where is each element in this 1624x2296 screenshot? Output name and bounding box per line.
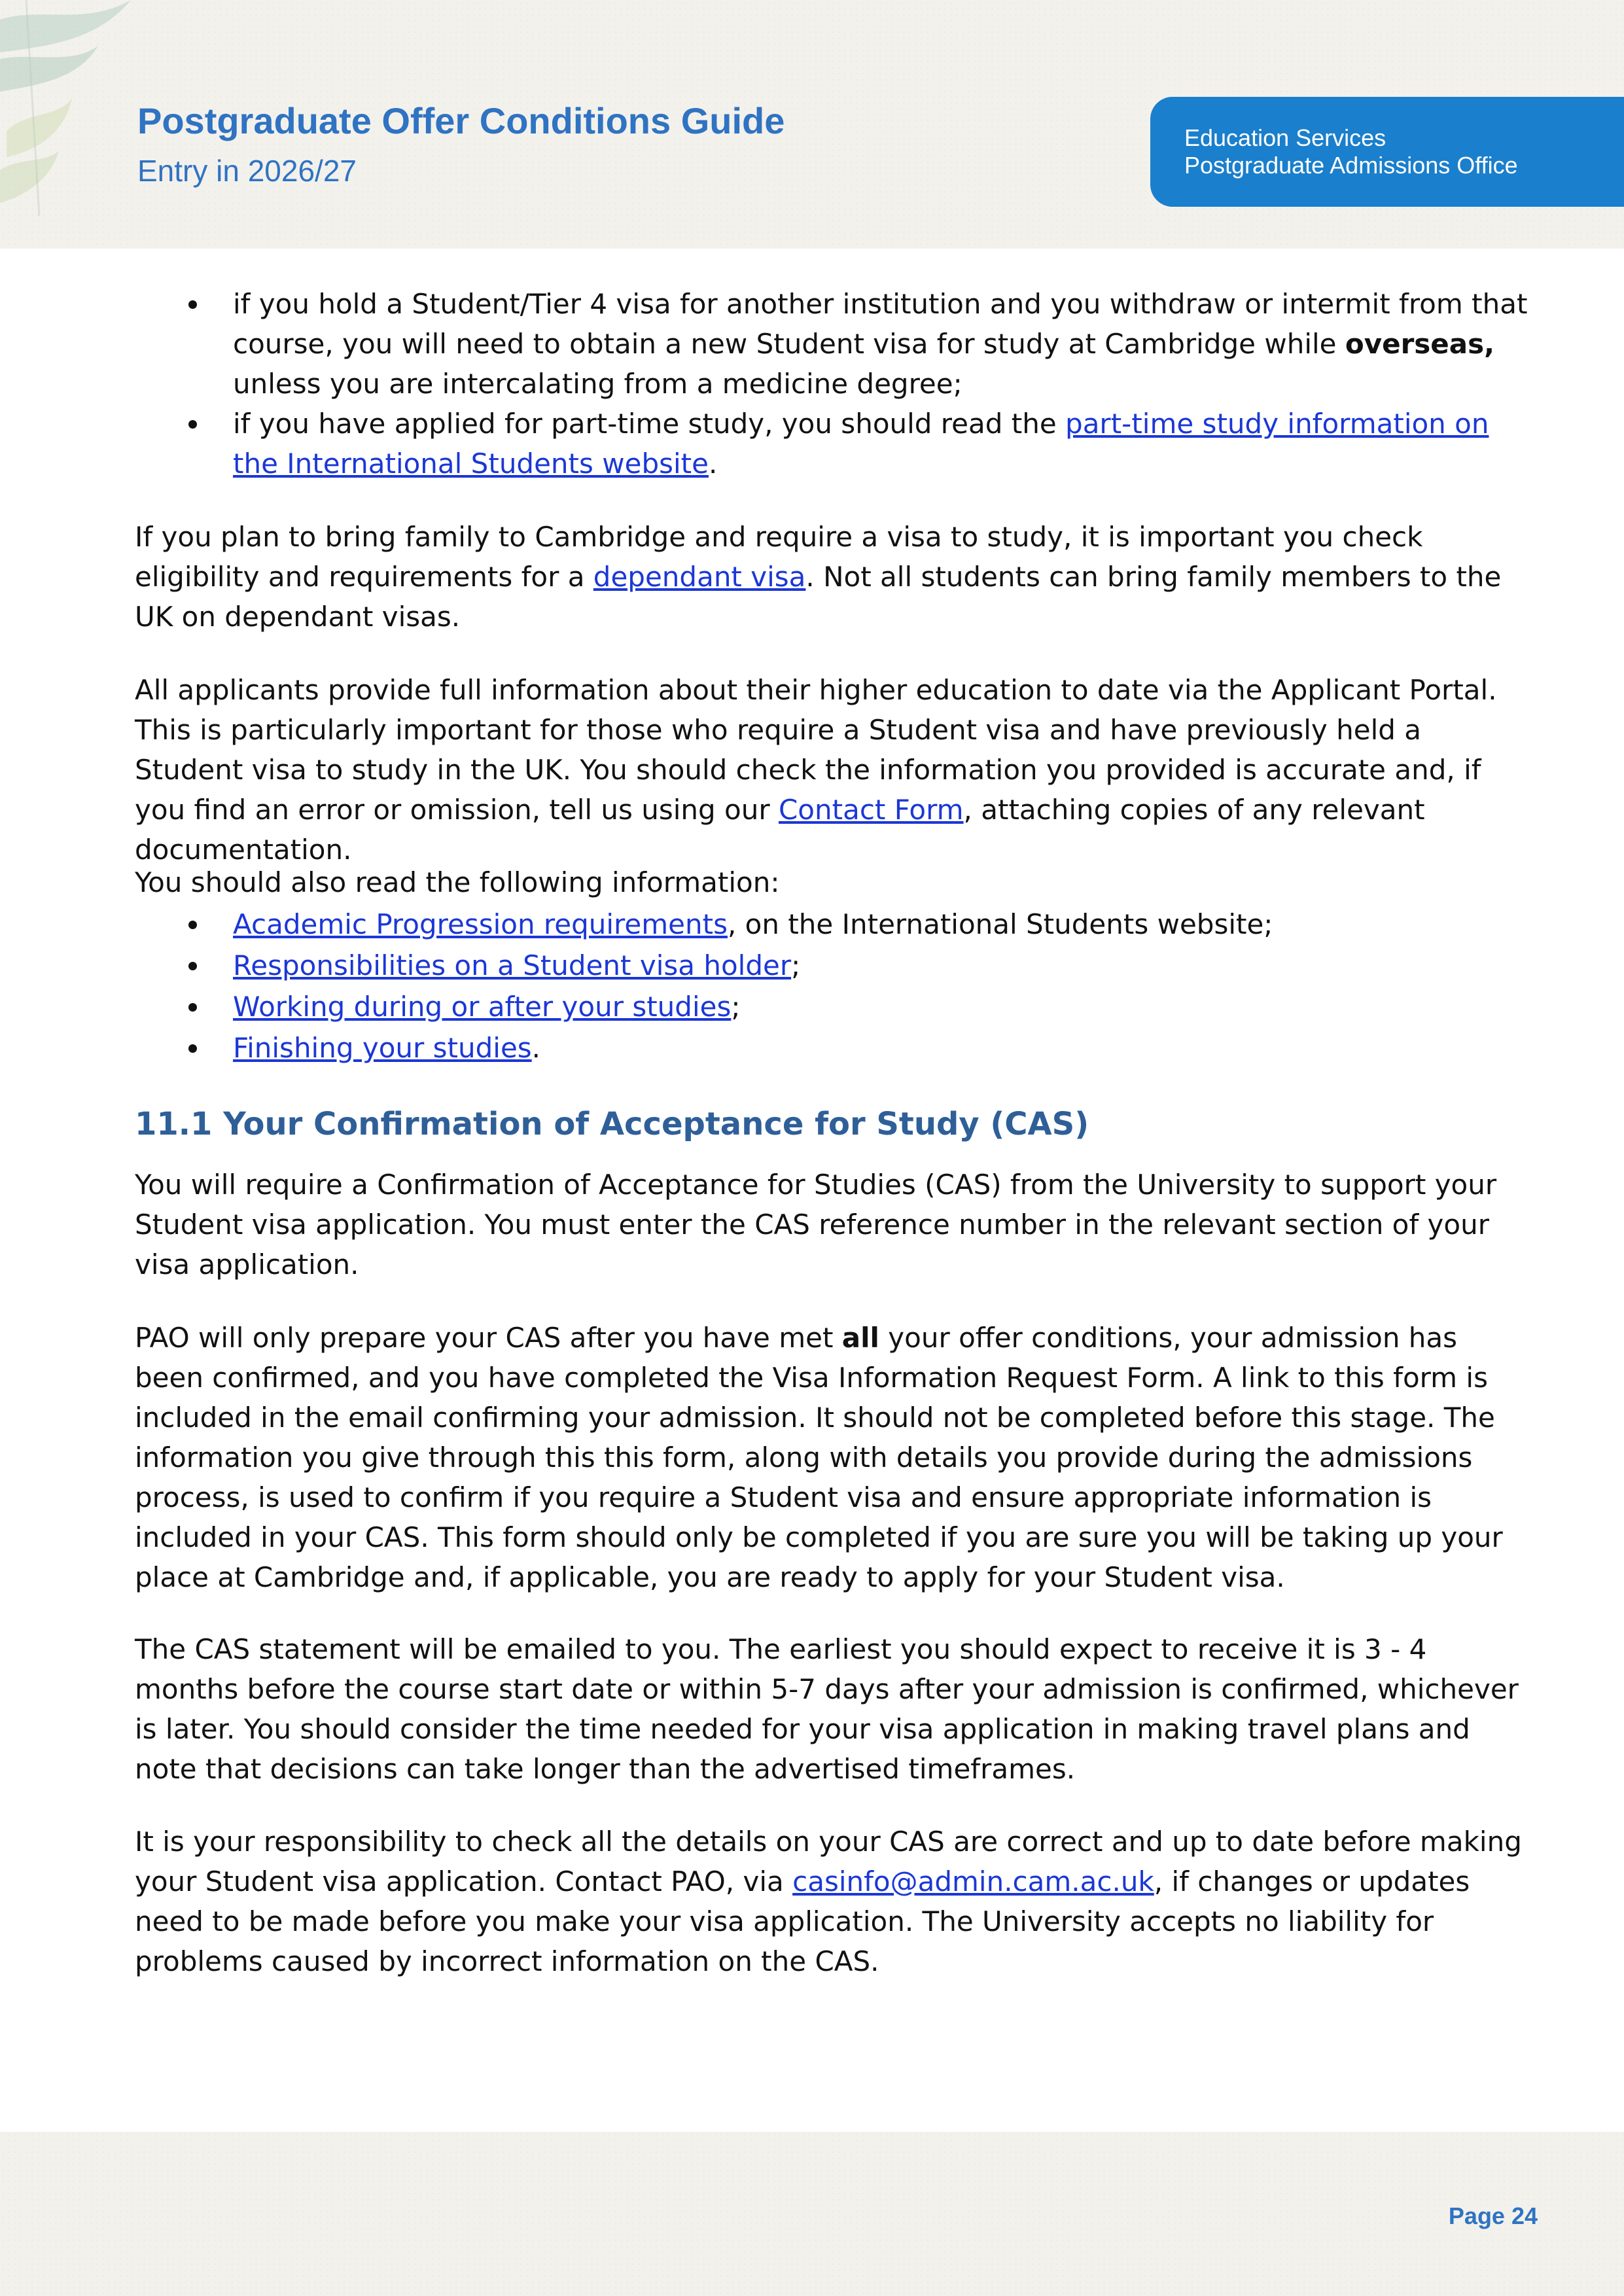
section-heading: 11.1 Your Confirmation of Acceptance for Study (CAS) (135, 1106, 1089, 1142)
bullet-icon (188, 921, 197, 929)
bullet-icon (188, 962, 197, 970)
academic-progression-link[interactable]: Academic Progression requirements (233, 908, 728, 940)
casinfo-email-link[interactable]: casinfo@admin.cam.ac.uk (792, 1865, 1154, 1898)
page-number: Page 24 (1448, 2202, 1538, 2229)
list-item: Working during or after your studies; (233, 987, 1528, 1027)
family-visa-paragraph: If you plan to bring family to Cambridge and require a visa to study, it is important you check eligibility and requirements for a dependant visa. Not all students can bring family members to the UK on dependant visas. (135, 521, 1502, 633)
list-item: if you hold a Student/Tier 4 visa for another institution and you withdraw or intermit from that course, you will need to obtain a new Student visa for study at Cambridge while overseas, unless you are intercalating from a medicine degree; (233, 284, 1528, 404)
list-item: Finishing your studies. (233, 1028, 1528, 1068)
dependant-visa-link[interactable]: dependant visa (593, 561, 806, 593)
cas-paragraph-2: PAO will only prepare your CAS after you have met all your offer conditions, your admission has been confirmed, and you have completed the Visa Information Request Form. A link to this form is included in the email confirming your admission. It should not be completed before this stage. The information you give through this this form, along with details you provide during the admissions process, is used to confirm if you require a Student visa and ensure appropriate information is included in your CAS. This form should only be completed if you are sure you will be taking up your place at Cambridge and, if applicable, you are ready to apply for your Student visa. (135, 1322, 1503, 1593)
also-read-intro: You should also read the following information: (135, 866, 780, 898)
page-footer (0, 2132, 1624, 2296)
bullet-icon (188, 1044, 197, 1053)
responsibilities-link[interactable]: Responsibilities on a Student visa holder (233, 949, 792, 981)
cas-paragraph-3: The CAS statement will be emailed to you. The earliest you should expect to receive it is 3 - 4 months before the course start date or within 5-7 days after your admission is confirmed, whichever is later. You should consider the time needed for your visa application in making travel plans and note that decisions can take longer than the advertised timeframes. (135, 1633, 1519, 1785)
list-item: Academic Progression requirements, on the International Students website; (233, 904, 1528, 944)
department-line-1: Education Services (1184, 124, 1386, 151)
document-title: Postgraduate Offer Conditions Guide (137, 100, 785, 141)
department-line-2: Postgraduate Admissions Office (1184, 152, 1518, 179)
bullet-icon (188, 300, 197, 309)
bullet-icon (188, 1003, 197, 1012)
document-subtitle: Entry in 2026/27 (137, 154, 357, 188)
department-badge (1150, 97, 1624, 207)
bullet-icon (188, 420, 197, 429)
list-item: if you have applied for part-time study, you should read the part-time study information on the International Students website. (233, 404, 1528, 484)
working-during-studies-link[interactable]: Working during or after your studies (233, 991, 732, 1023)
contact-form-link[interactable]: Contact Form (778, 794, 964, 826)
part-time-study-link[interactable]: part-time study information on the International Students website (233, 408, 1489, 480)
page-header (0, 0, 1624, 249)
applicant-portal-paragraph: All applicants provide full information about their higher education to date via the Applicant Portal. This is particularly important for those who require a Student visa and have previously held a Student visa to study in the UK. You should check the information you provided is accurate and, if you find an error or omission, tell us using our Contact Form, attaching copies of any relevant documentation. (135, 674, 1497, 866)
cas-paragraph-1: You will require a Confirmation of Acceptance for Studies (CAS) from the University to support your Student visa application. You must enter the CAS reference number in the relevant section of your visa application. (135, 1169, 1497, 1280)
finishing-studies-link[interactable]: Finishing your studies (233, 1032, 532, 1064)
emphasis-text: all (841, 1322, 879, 1354)
cas-paragraph-4: It is your responsibility to check all the details on your CAS are correct and up to date before making your Student visa application. Contact PAO, via casinfo@admin.cam.ac.uk, if changes or updates need to be made before you make your visa application. The University accepts no liability for problems caused by incorrect information on the CAS. (135, 1826, 1522, 1977)
emphasis-text: overseas, (1345, 328, 1495, 360)
list-item: Responsibilities on a Student visa holder; (233, 945, 1528, 985)
